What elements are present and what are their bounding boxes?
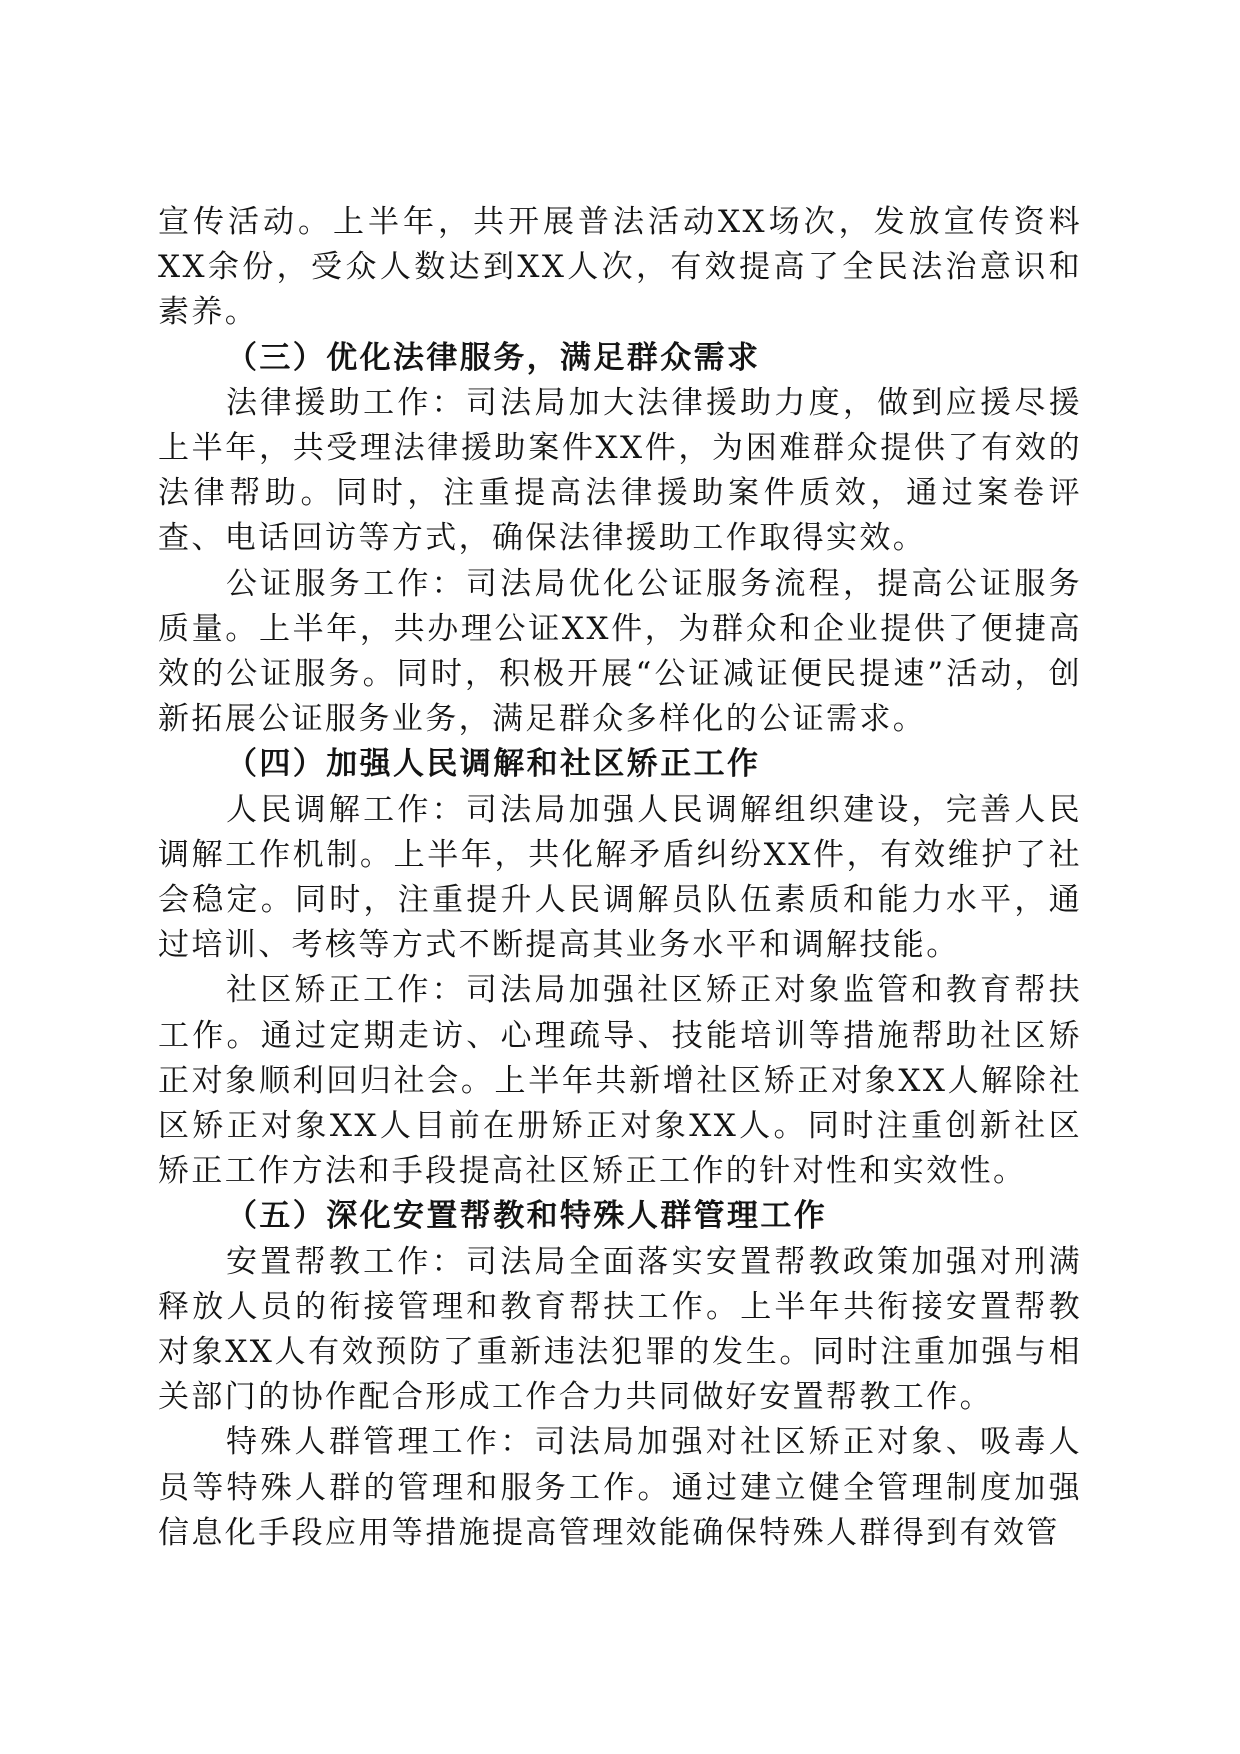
document-body — [158, 200, 1082, 1556]
paragraph-legal-aid: 法律援助工作：司法局加大法律援助力度，做到应援尽援上半年，共受理法律援助案件XX件，为困难群众提供了有效的法律帮助。同时，注重提高法律援助案件质效，通过案卷评查、电话回访等方式，确保法律援助工作取得实效。 — [158, 384, 1082, 557]
paragraph-special-groups: 特殊人群管理工作：司法局加强对社区矫正对象、吸毒人员等特殊人群的管理和服务工作。通过建立健全管理制度加强信息化手段应用等措施提高管理效能确保特殊人群得到有效管 — [158, 1424, 1082, 1551]
paragraph-community-correction: 社区矫正工作：司法局加强社区矫正对象监管和教育帮扶工作。通过定期走访、心理疏导、技能培训等措施帮助社区矫正对象顺利回归社会。上半年共新增社区矫正对象XX人解除社区矫正对象XX人目前在册矫正对象XX人。同时注重创新社区矫正工作方法和手段提高社区矫正工作的针对性和实效性。 — [158, 972, 1082, 1190]
paragraph-resettlement: 安置帮教工作：司法局全面落实安置帮教政策加强对刑满释放人员的衔接管理和教育帮扶工作。上半年共衔接安置帮教对象XX人有效预防了重新违法犯罪的发生。同时注重加强与相关部门的协作配合形成工作合力共同做好安置帮教工作。 — [158, 1243, 1082, 1416]
section-heading-5: （五）深化安置帮教和特殊人群管理工作 — [226, 1198, 828, 1235]
paragraph-mediation: 人民调解工作：司法局加强人民调解组织建设，完善人民调解工作机制。上半年，共化解矛盾纠纷XX件，有效维护了社会稳定。同时，注重提升人民调解员队伍素质和能力水平，通过培训、考核等方式不断提高其业务水平和调解技能。 — [158, 791, 1082, 964]
section-heading-4: （四）加强人民调解和社区矫正工作 — [226, 746, 761, 783]
paragraph-publicity-continuation: 宣传活动。上半年，共开展普法活动XX场次，发放宣传资料XX余份，受众人数达到XX人次，有效提高了全民法治意识和素养。 — [158, 204, 1082, 331]
paragraph-notary-service: 公证服务工作：司法局优化公证服务流程，提高公证服务质量。上半年，共办理公证XX件，为群众和企业提供了便捷高效的公证服务。同时，积极开展“公证减证便民提速”活动，创新拓展公证服务业务，满足群众多样化的公证需求。 — [158, 565, 1082, 738]
section-heading-3: （三）优化法律服务，满足群众需求 — [226, 339, 761, 376]
